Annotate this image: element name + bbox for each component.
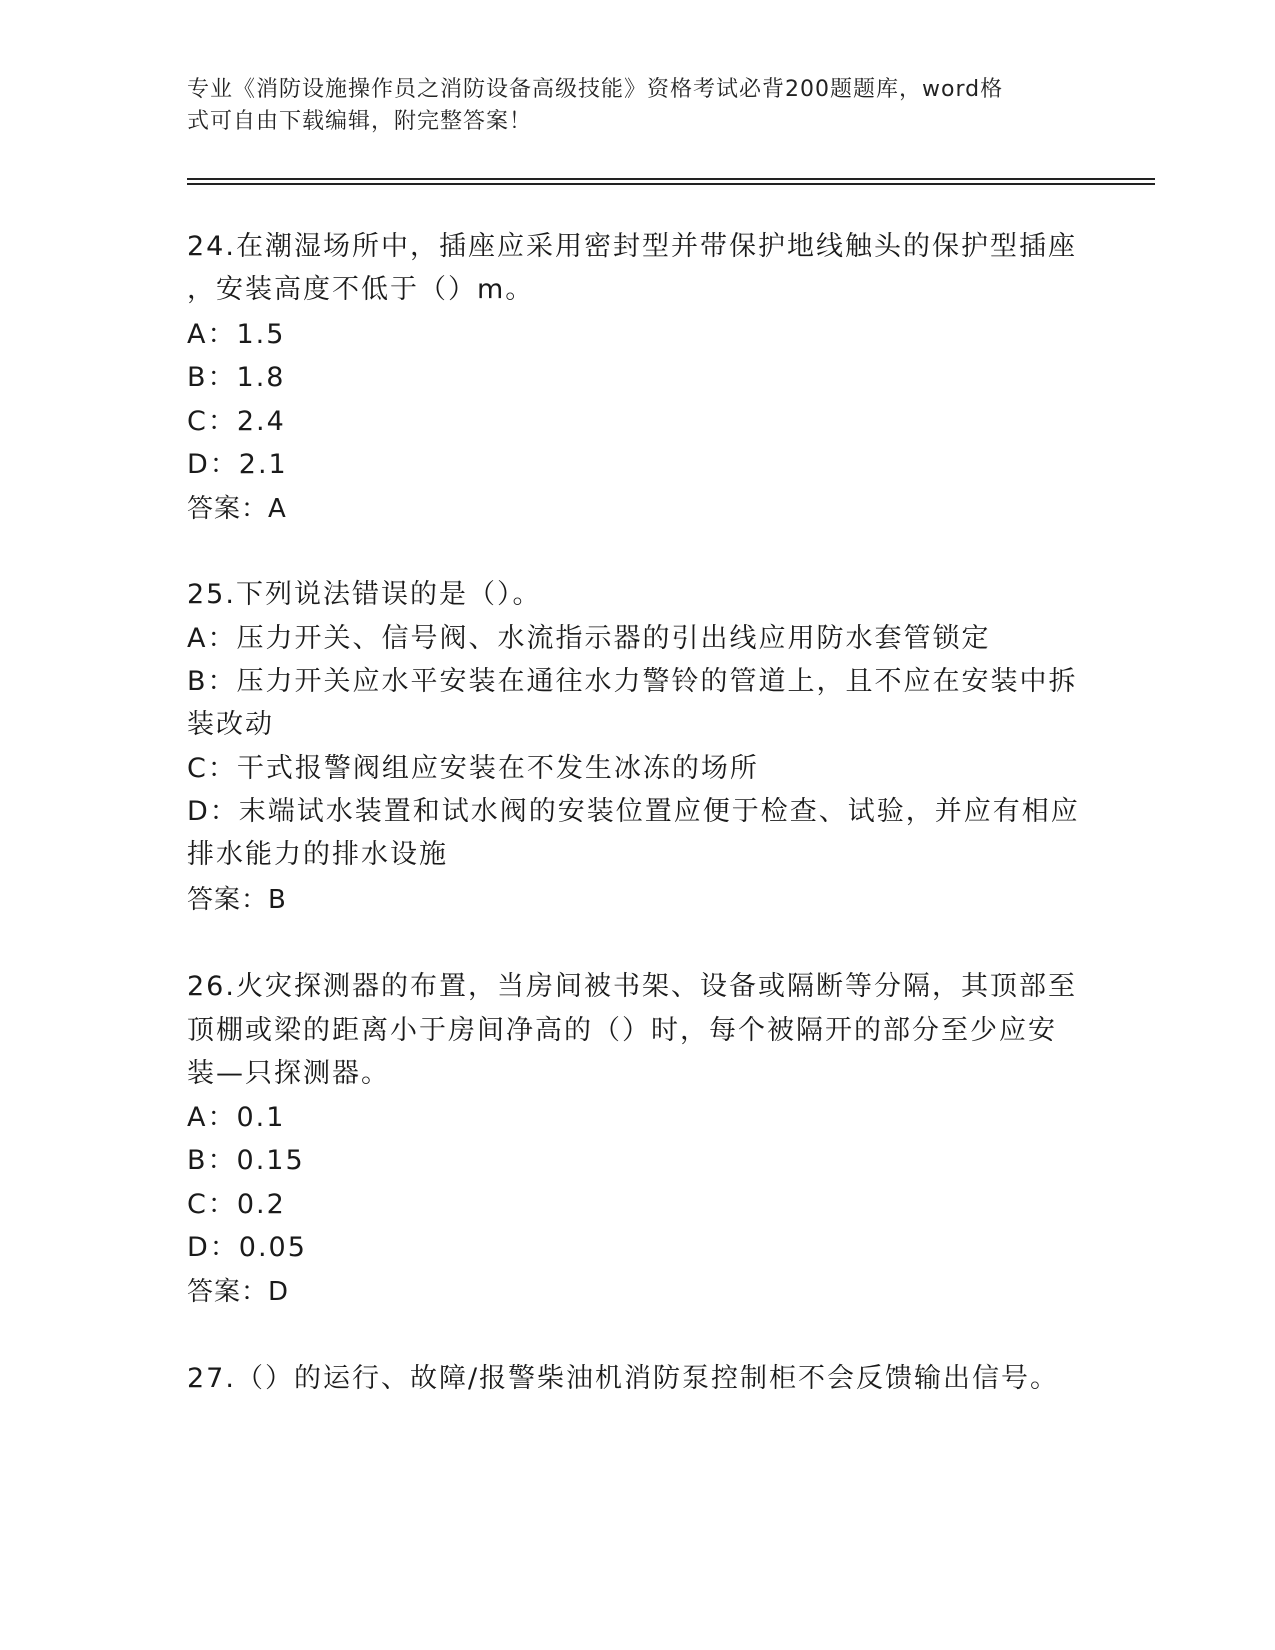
header-divider-bottom [187,183,1155,185]
question-25-option-d-line-1: D：末端试水装置和试水阀的安装位置应便于检查、试验，并应有相应 [187,796,1080,827]
question-24-stem-line-2: ，安装高度不低于（）m。 [187,274,535,305]
question-24-answer: 答案：A [187,494,287,524]
question-24-option-b: B：1.8 [187,362,286,393]
question-26-stem-line-1: 26.火灾探测器的布置，当房间被书架、设备或隔断等分隔，其顶部至 [187,971,1077,1002]
question-26-stem-line-2: 顶棚或梁的距离小于房间净高的（）时，每个被隔开的部分至少应安 [187,1015,1057,1046]
question-24-option-a: A：1.5 [187,319,286,350]
question-25-answer: 答案：B [187,885,287,915]
question-25-option-c: C：干式报警阀组应安装在不发生冰冻的场所 [187,753,759,784]
question-27-stem-line-1: 27.（）的运行、故障/报警柴油机消防泵控制柜不会反馈输出信号。 [187,1363,1060,1394]
question-25-option-d-line-2: 排水能力的排水设施 [187,839,448,870]
question-26-option-b: B：0.15 [187,1145,305,1176]
question-26-option-a: A：0.1 [187,1102,286,1133]
question-25-option-a: A：压力开关、信号阀、水流指示器的引出线应用防水套管锁定 [187,623,991,654]
document-header [187,74,1067,138]
question-25-option-b-line-1: B：压力开关应水平安装在通往水力警铃的管道上，且不应在安装中拆 [187,666,1078,697]
header-line-2: 式可自由下载编辑，附完整答案！ [187,109,533,134]
question-24-option-d: D：2.1 [187,449,288,480]
question-26-option-c: C：0.2 [187,1189,286,1220]
question-26-answer: 答案：D [187,1277,290,1307]
question-25-option-b-line-2: 装改动 [187,709,274,740]
question-24-option-c: C：2.4 [187,406,286,437]
question-24-stem-line-1: 24.在潮湿场所中，插座应采用密封型并带保护地线触头的保护型插座 [187,231,1077,262]
question-25-stem-line-1: 25.下列说法错误的是（）。 [187,579,542,610]
header-divider-top [187,178,1155,180]
question-26-stem-line-3: 装—只探测器。 [187,1058,390,1089]
question-26-option-d: D：0.05 [187,1232,307,1263]
header-line-1: 专业《消防设施操作员之消防设备高级技能》资格考试必背200题题库，word格 [187,77,1004,102]
